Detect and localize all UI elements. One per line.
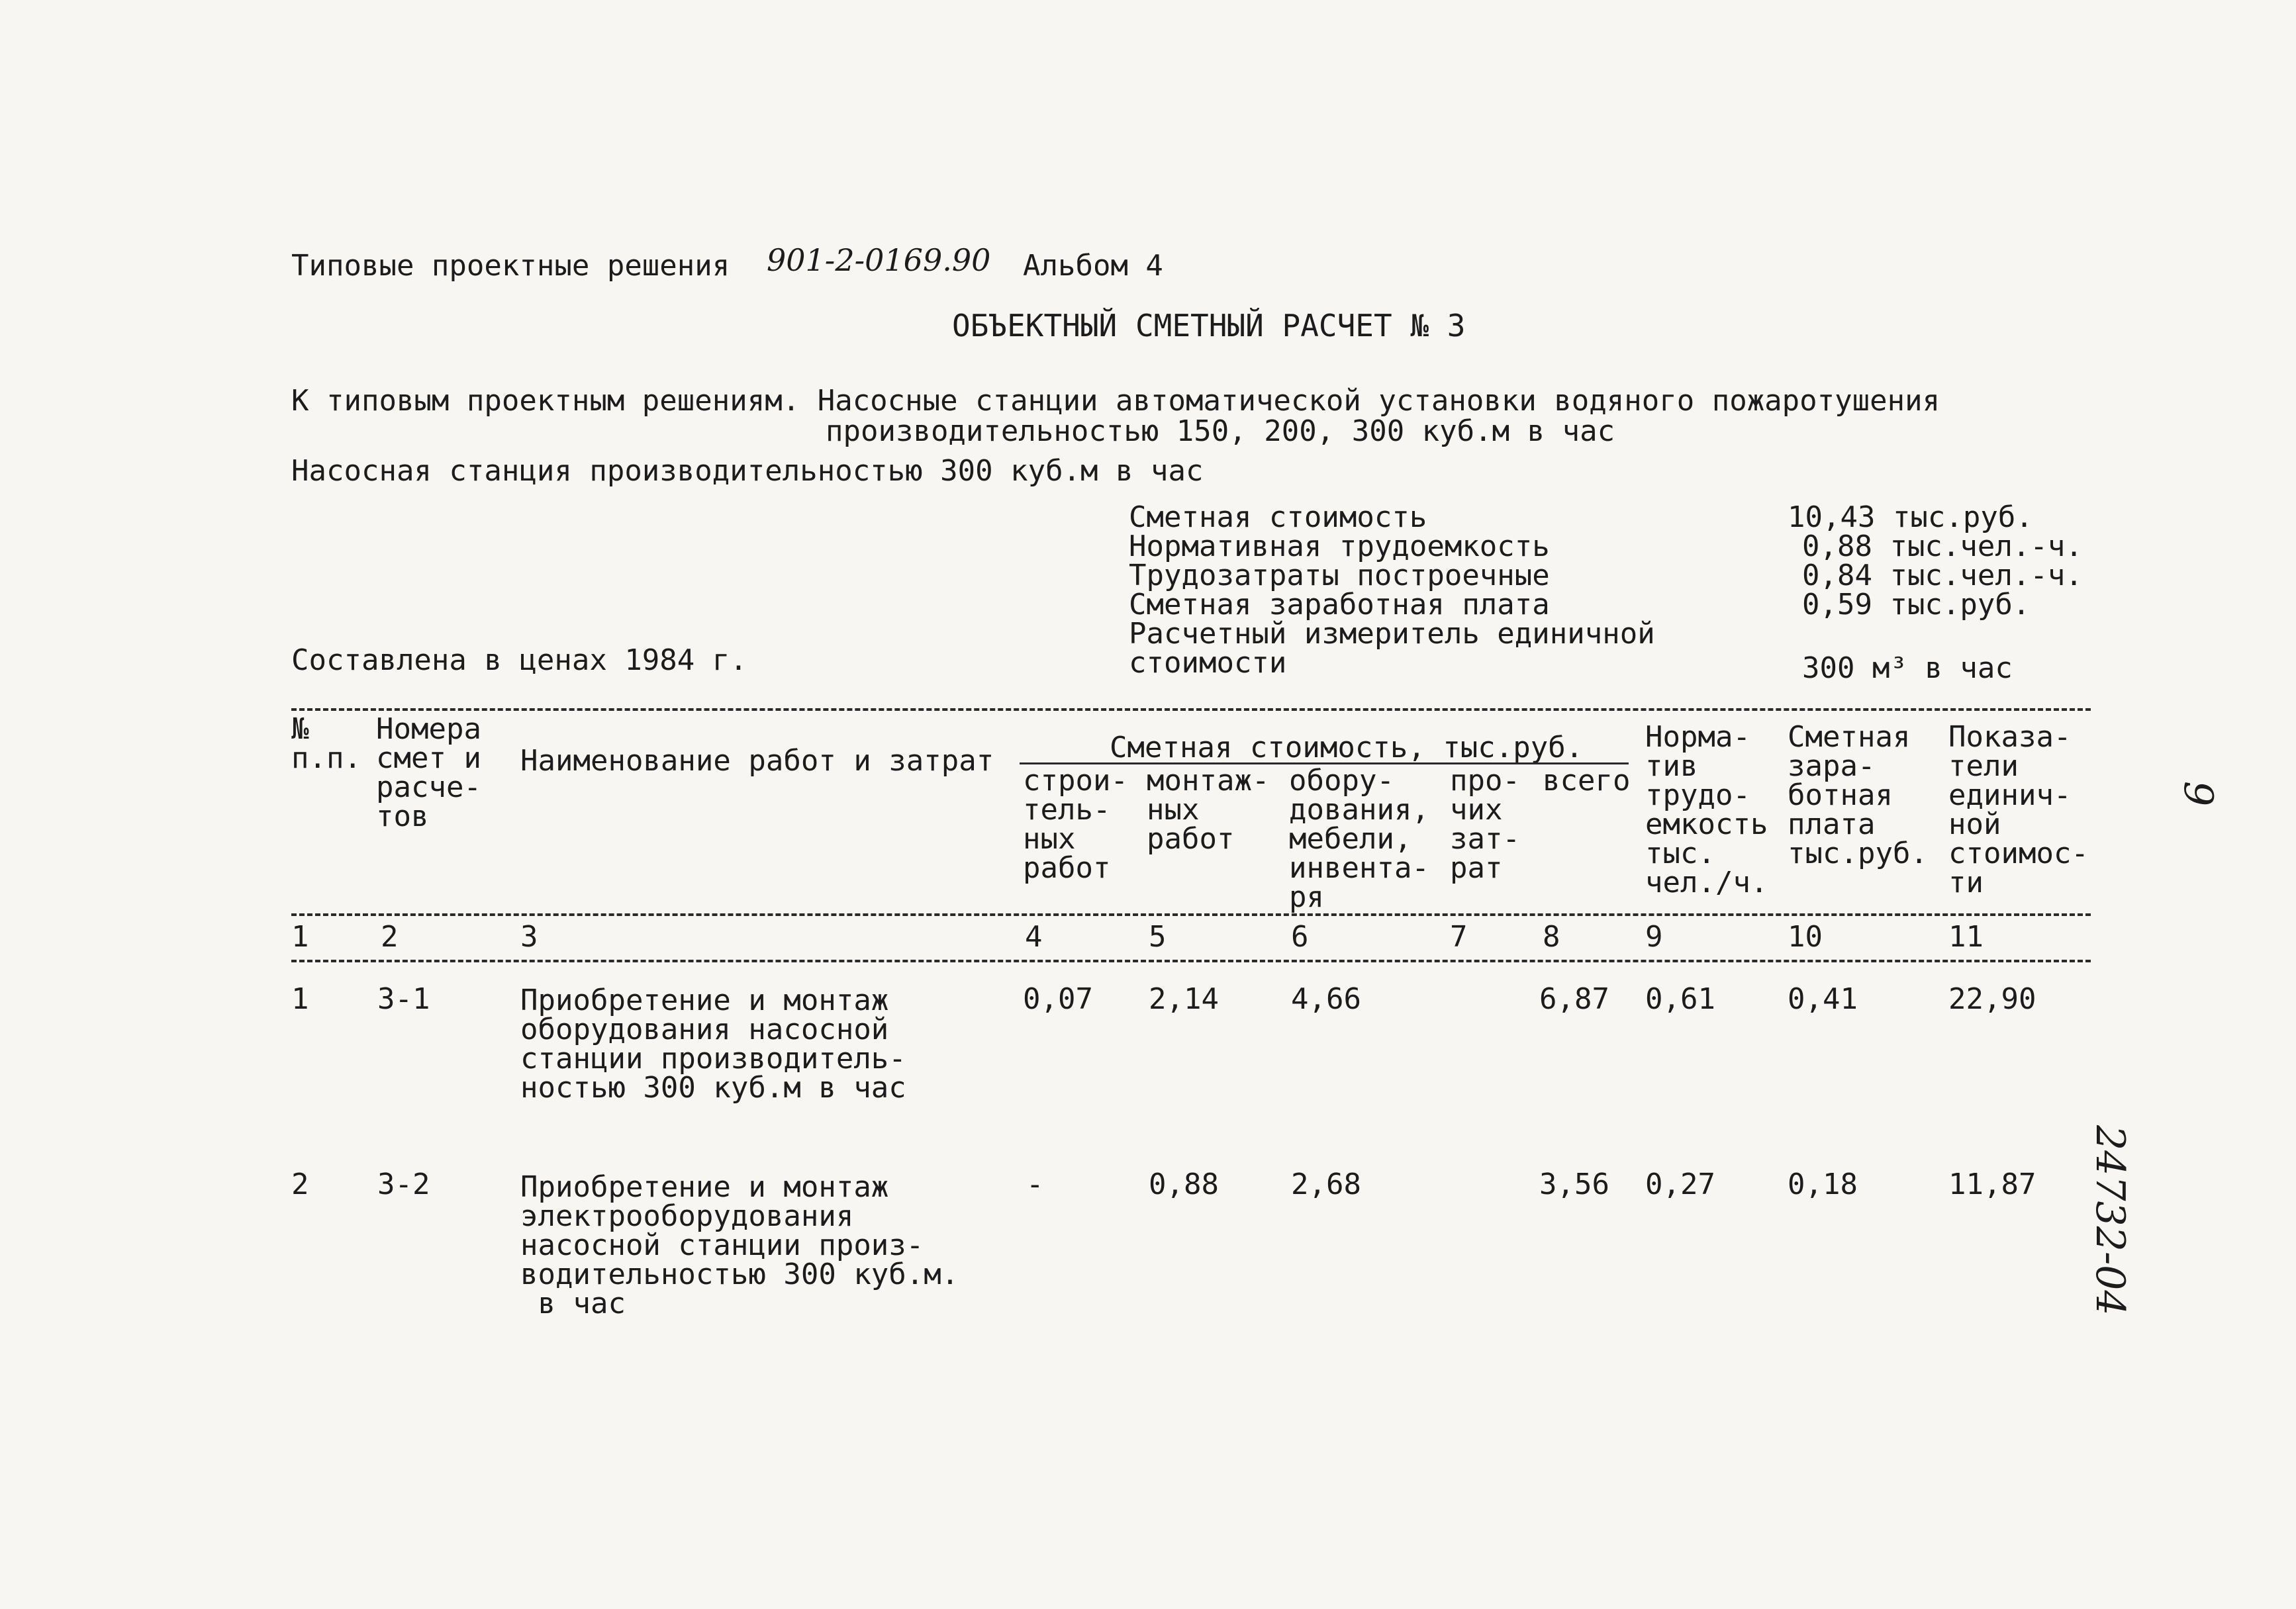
subject-line-2: производительностью 150, 200, 300 куб.м в час xyxy=(826,414,1615,448)
col-number-9: 9 xyxy=(1645,920,1663,954)
summary-label-cost: Сметная стоимость xyxy=(1129,500,1427,534)
row-labor-norm: 0,27 xyxy=(1645,1168,1715,1201)
row-estimate-code: 3-1 xyxy=(377,982,430,1016)
summary-value-labor-norm: 0,88 тыс.чел.-ч. xyxy=(1802,529,2083,563)
row-equipment: 2,68 xyxy=(1291,1168,1361,1201)
col-number-1: 1 xyxy=(291,920,309,954)
summary-value-wage: 0,59 тыс.руб. xyxy=(1802,588,2031,621)
series-label: Типовые проектные решения xyxy=(291,249,730,283)
header-work-name: Наименование работ и затрат xyxy=(520,744,994,778)
row-number: 1 xyxy=(291,982,309,1016)
station-title: Насосная станция производительностью 300 куб.м в час xyxy=(291,454,1204,488)
prices-note: Составлена в ценах 1984 г. xyxy=(291,643,747,677)
row-total: 3,56 xyxy=(1539,1168,1609,1201)
header-bottom-rule xyxy=(291,913,2091,916)
header-other: про- чих зат- рат xyxy=(1450,764,1520,885)
header-number: № п.п. xyxy=(291,712,361,775)
row-estimate-code: 3-2 xyxy=(377,1168,430,1201)
col-numbers-rule xyxy=(291,960,2091,962)
col-number-7: 7 xyxy=(1450,920,1468,954)
header-unit-cost: Показа- тели единич- ной стоимос- ти xyxy=(1948,720,2089,899)
summary-label-wage: Сметная заработная плата xyxy=(1129,588,1550,621)
header-equipment: обору- дования, мебели, инвента- ря xyxy=(1289,764,1429,914)
header-labor-norm: Норма- тив трудо- емкость тыс. чел./ч. xyxy=(1645,720,1768,899)
album-label: Альбом 4 xyxy=(1023,249,1163,283)
col-number-2: 2 xyxy=(381,920,399,954)
row-total: 6,87 xyxy=(1539,982,1609,1016)
row-equipment: 4,66 xyxy=(1291,982,1361,1016)
col-number-5: 5 xyxy=(1149,920,1167,954)
summary-label-labor-site: Трудозатраты построечные xyxy=(1129,559,1550,592)
subject-line-1: К типовым проектным решениям. Насосные станции автоматической установки водяного пожаротушения xyxy=(291,384,1940,418)
summary-unit-value: 300 м³ в час xyxy=(1802,651,2013,685)
row-installation: 2,14 xyxy=(1149,982,1219,1016)
document-title: ОБЪЕКТНЫЙ СМЕТНЫЙ РАСЧЕТ № 3 xyxy=(952,308,1466,344)
page-number: 9 xyxy=(2175,781,2221,807)
row-unit-cost: 11,87 xyxy=(1948,1168,2036,1201)
col-number-4: 4 xyxy=(1025,920,1043,954)
table-top-rule xyxy=(291,708,2091,711)
project-code: 901-2-0169.90 xyxy=(767,242,991,278)
header-installation: монтаж- ных работ xyxy=(1147,764,1270,856)
row-labor-norm: 0,61 xyxy=(1645,982,1715,1016)
row-work-name: Приобретение и монтаж оборудования насосной станции производитель- ностью 300 куб.м в час xyxy=(520,984,906,1105)
row-number: 2 xyxy=(291,1168,309,1201)
col-number-6: 6 xyxy=(1291,920,1309,954)
summary-value-cost: 10,43 тыс.руб. xyxy=(1788,500,2033,534)
header-estimate-codes: Номера смет и расче- тов xyxy=(376,712,481,833)
col-number-11: 11 xyxy=(1948,920,1984,954)
row-construction: 0,07 xyxy=(1023,982,1093,1016)
summary-unit-label-2: стоимости xyxy=(1129,646,1287,680)
summary-unit-label-1: Расчетный измеритель единичной xyxy=(1129,617,1655,651)
document-id: 24732-04 xyxy=(2087,1125,2133,1316)
header-cost-group: Сметная стоимость, тыс.руб. xyxy=(1110,731,1584,764)
summary-value-labor-site: 0,84 тыс.чел.-ч. xyxy=(1802,559,2083,592)
row-construction: - xyxy=(1026,1168,1044,1201)
summary-label-labor-norm: Нормативная трудоемкость xyxy=(1129,529,1550,563)
col-number-8: 8 xyxy=(1543,920,1560,954)
row-work-name: Приобретение и монтаж электрооборудования насосной станции произ- водительностью 300 куб.м. в час xyxy=(520,1170,959,1320)
row-wage: 0,41 xyxy=(1788,982,1858,1016)
row-wage: 0,18 xyxy=(1788,1168,1858,1201)
header-total: всего xyxy=(1543,764,1631,798)
row-installation: 0,88 xyxy=(1149,1168,1219,1201)
row-unit-cost: 22,90 xyxy=(1948,982,2036,1016)
col-number-3: 3 xyxy=(520,920,538,954)
header-wage: Сметная зара- ботная плата тыс.руб. xyxy=(1788,720,1928,870)
col-number-10: 10 xyxy=(1788,920,1823,954)
header-construction: строи- тель- ных работ xyxy=(1023,764,1128,885)
